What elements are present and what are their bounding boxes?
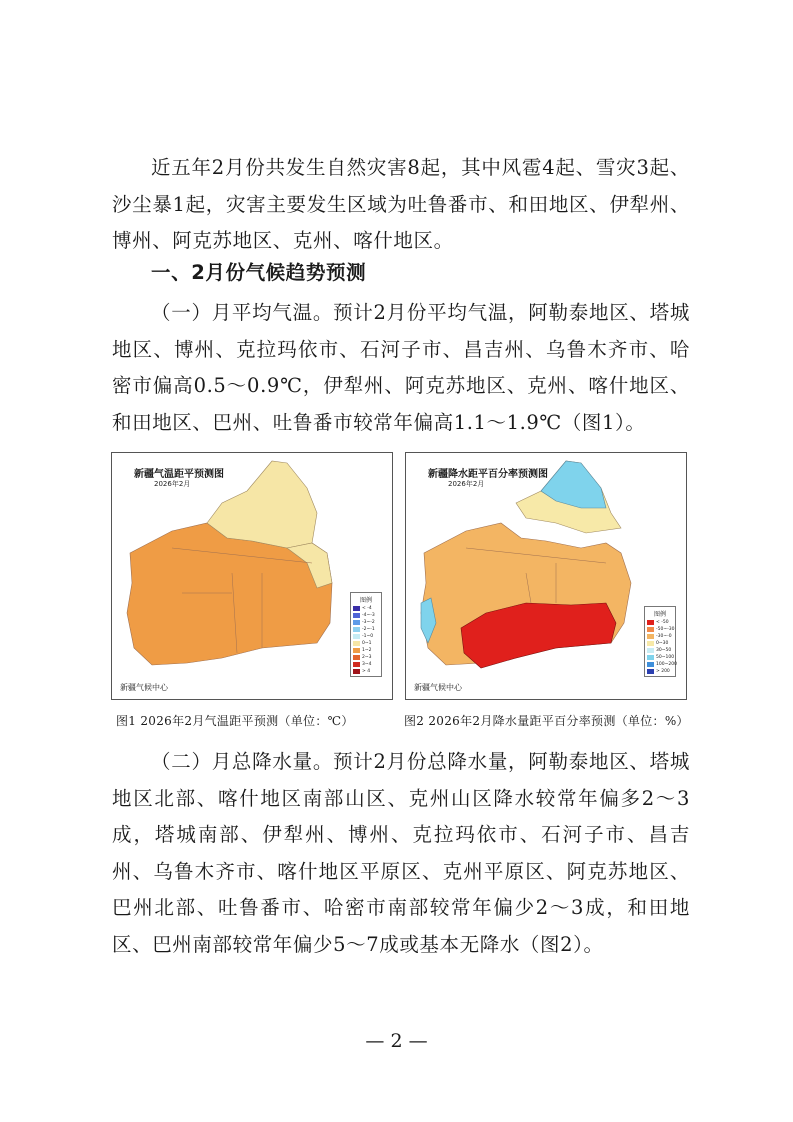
- map1-legend-label: 3~4: [362, 662, 372, 667]
- map2-legend-swatch: [647, 669, 654, 674]
- precipitation-map: [405, 452, 687, 700]
- map1-legend-row: [353, 654, 379, 661]
- map1-legend-items: [353, 605, 379, 675]
- map2-legend-row: [647, 647, 673, 654]
- temperature-map: [111, 452, 393, 700]
- section-heading: 一、2月份气候趋势预测: [151, 261, 367, 284]
- map2-legend-label: 50~100: [656, 655, 675, 660]
- map1-legend-title: 图例: [359, 597, 372, 604]
- map2-legend-title: 图例: [653, 611, 666, 618]
- map2-footer: 新疆气候中心: [414, 683, 462, 692]
- map1-legend-label: < -4: [362, 606, 372, 611]
- map1-legend-row: [353, 633, 379, 640]
- map2-legend-row: [647, 626, 673, 633]
- map1-legend-row: [353, 668, 379, 675]
- map1-legend-label: 0~1: [362, 641, 372, 646]
- map2-legend-row: [647, 661, 677, 668]
- map2-legend-row: [647, 640, 673, 647]
- map1-legend-swatch: [353, 634, 360, 639]
- map1-subtitle: 2026年2月: [154, 480, 191, 488]
- map2-legend-label: 30~50: [656, 648, 672, 653]
- map2-legend: [644, 606, 676, 677]
- map2-legend-swatch: [647, 641, 654, 646]
- map1-legend-row: [353, 619, 379, 626]
- map1-legend-row: [353, 647, 379, 654]
- map1-title: 新疆气温距平预测图: [134, 469, 224, 480]
- precipitation-paragraph: （二）月总降水量。预计2月份总降水量，阿勒泰地区、塔城地区北部、喀什地区南部山区、克州山区降水较常年偏多2～3成，塔城南部、伊犁州、博州、克拉玛依市、石河子市、昌吉州、乌鲁木齐市、喀什地区平原区、克州平原区、阿克苏地区、巴州北部、吐鲁番市、哈密市南部较常年偏少2～3成，和田地区、巴州南部较常年偏少5～7成或基本无降水（图2）。: [112, 750, 690, 956]
- map1-legend-swatch: [353, 669, 360, 674]
- map1-legend-label: -2~-1: [362, 627, 375, 632]
- map1-legend-swatch: [353, 620, 360, 625]
- map1-legend: [350, 592, 382, 677]
- map2-legend-row: [647, 654, 673, 661]
- map2-legend-row: [647, 633, 673, 640]
- map1-legend-swatch: [353, 648, 360, 653]
- map2-legend-label: 0~30: [656, 641, 669, 646]
- map1-legend-swatch: [353, 662, 360, 667]
- map1-legend-row: [353, 661, 379, 668]
- map1-legend-row: [353, 640, 379, 647]
- map1-legend-row: [353, 612, 379, 619]
- map2-legend-swatch: [647, 620, 654, 625]
- map1-legend-label: > 4: [362, 669, 371, 674]
- map2-legend-items: [647, 619, 677, 675]
- map1-legend-swatch: [353, 627, 360, 632]
- map2-legend-label: -50~-30: [656, 627, 675, 632]
- map2-legend-label: 100~200: [656, 662, 677, 667]
- page-number: — 2 —: [365, 1030, 428, 1052]
- map1-legend-swatch: [353, 613, 360, 618]
- map2-legend-swatch: [647, 662, 654, 667]
- temperature-paragraph: （一）月平均气温。预计2月份平均气温，阿勒泰地区、塔城地区、博州、克拉玛依市、石河子市、昌吉州、乌鲁木齐市、哈密市偏高0.5～0.9℃，伊犁州、阿克苏地区、克州、喀什地区、和田地区、巴州、吐鲁番市较常年偏高1.1～1.9℃（图1）。: [112, 301, 690, 434]
- map1-legend-label: -1~0: [362, 634, 374, 639]
- map1-legend-label: -3~-2: [362, 620, 375, 625]
- map1-legend-label: -4~-3: [362, 613, 375, 618]
- map1-legend-swatch: [353, 606, 360, 611]
- map1-legend-row: [353, 626, 379, 633]
- map1-legend-label: 2~3: [362, 655, 372, 660]
- map2-legend-row: [647, 668, 673, 675]
- map1-legend-swatch: [353, 641, 360, 646]
- map2-legend-swatch: [647, 655, 654, 660]
- map1-legend-swatch: [353, 655, 360, 660]
- map2-legend-label: -30~-0: [656, 634, 672, 639]
- map2-legend-swatch: [647, 648, 654, 653]
- map2-legend-row: [647, 619, 673, 626]
- map2-legend-swatch: [647, 627, 654, 632]
- figure2-caption: 图2 2026年2月降水量距平百分率预测（单位：%）: [404, 714, 689, 728]
- map2-legend-swatch: [647, 634, 654, 639]
- map2-legend-label: > 200: [656, 669, 670, 674]
- map1-legend-row: [353, 605, 379, 612]
- map1-legend-label: 1~2: [362, 648, 372, 653]
- map2-legend-label: < -50: [656, 620, 669, 625]
- map2-subtitle: 2026年2月: [448, 480, 485, 488]
- map2-title: 新疆降水距平百分率预测图: [428, 469, 548, 480]
- figure1-caption: 图1 2026年2月气温距平预测（单位：℃）: [116, 714, 354, 728]
- intro-paragraph: 近五年2月份共发生自然灾害8起，其中风雹4起、雪灾3起、沙尘暴1起，灾害主要发生区域为吐鲁番市、和田地区、伊犁州、博州、阿克苏地区、克州、喀什地区。: [112, 156, 690, 252]
- map1-footer: 新疆气候中心: [120, 683, 168, 692]
